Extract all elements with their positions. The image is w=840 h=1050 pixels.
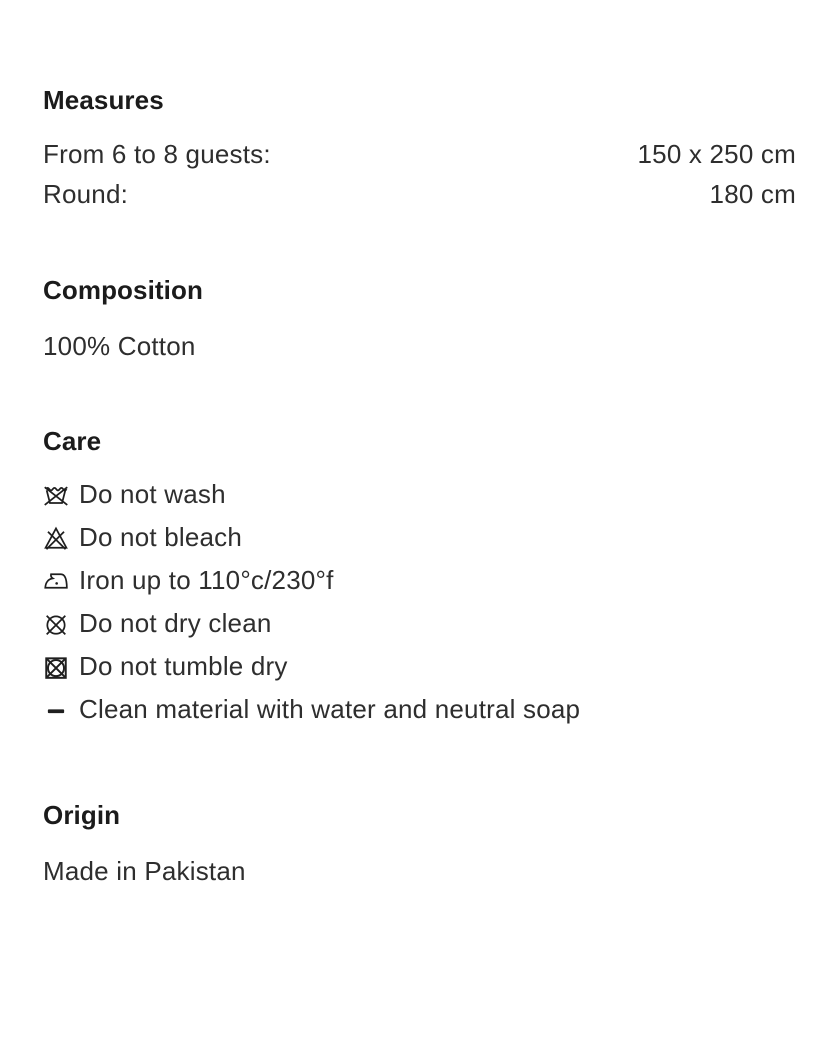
- do-not-wash-icon: [43, 482, 69, 508]
- measure-row-round: [43, 174, 796, 214]
- care-item-label: Iron up to 110°c/230°f: [79, 565, 334, 595]
- do-not-bleach-icon: [43, 525, 69, 551]
- care-item: [43, 559, 796, 602]
- origin-value: Made in Pakistan: [43, 856, 246, 886]
- care-item-label: Do not wash: [79, 479, 226, 509]
- measure-value: 150 x 250 cm: [637, 139, 796, 169]
- measure-value: 180 cm: [709, 179, 796, 209]
- care-item-label: Do not dry clean: [79, 608, 272, 638]
- care-item: [43, 645, 796, 688]
- care-item-label: Do not bleach: [79, 522, 243, 552]
- care-item: [43, 473, 796, 516]
- composition-value: 100% Cotton: [43, 331, 196, 361]
- care-item-label: Do not tumble dry: [79, 651, 288, 681]
- dash-icon: [43, 697, 69, 723]
- section-composition: [43, 277, 796, 366]
- measure-label: From 6 to 8 guests:: [43, 139, 271, 169]
- care-item: [43, 602, 796, 645]
- measure-label: Round:: [43, 179, 129, 209]
- origin-title: Origin: [43, 800, 121, 830]
- section-origin: [43, 802, 796, 891]
- care-item-label: Clean material with water and neutral soap: [79, 694, 581, 724]
- section-care: [43, 428, 796, 731]
- measures-title: Measures: [43, 85, 164, 115]
- composition-title: Composition: [43, 275, 203, 305]
- care-list: [43, 473, 796, 731]
- do-not-tumble-dry-icon: [43, 654, 69, 680]
- measure-row-guests: [43, 134, 796, 174]
- care-item: [43, 688, 796, 731]
- section-measures: [43, 87, 796, 214]
- care-item: [43, 516, 796, 559]
- care-title: Care: [43, 426, 102, 456]
- do-not-dry-clean-icon: [43, 611, 69, 637]
- measures-rows: [43, 134, 796, 214]
- iron-low-temperature-icon: [43, 568, 69, 594]
